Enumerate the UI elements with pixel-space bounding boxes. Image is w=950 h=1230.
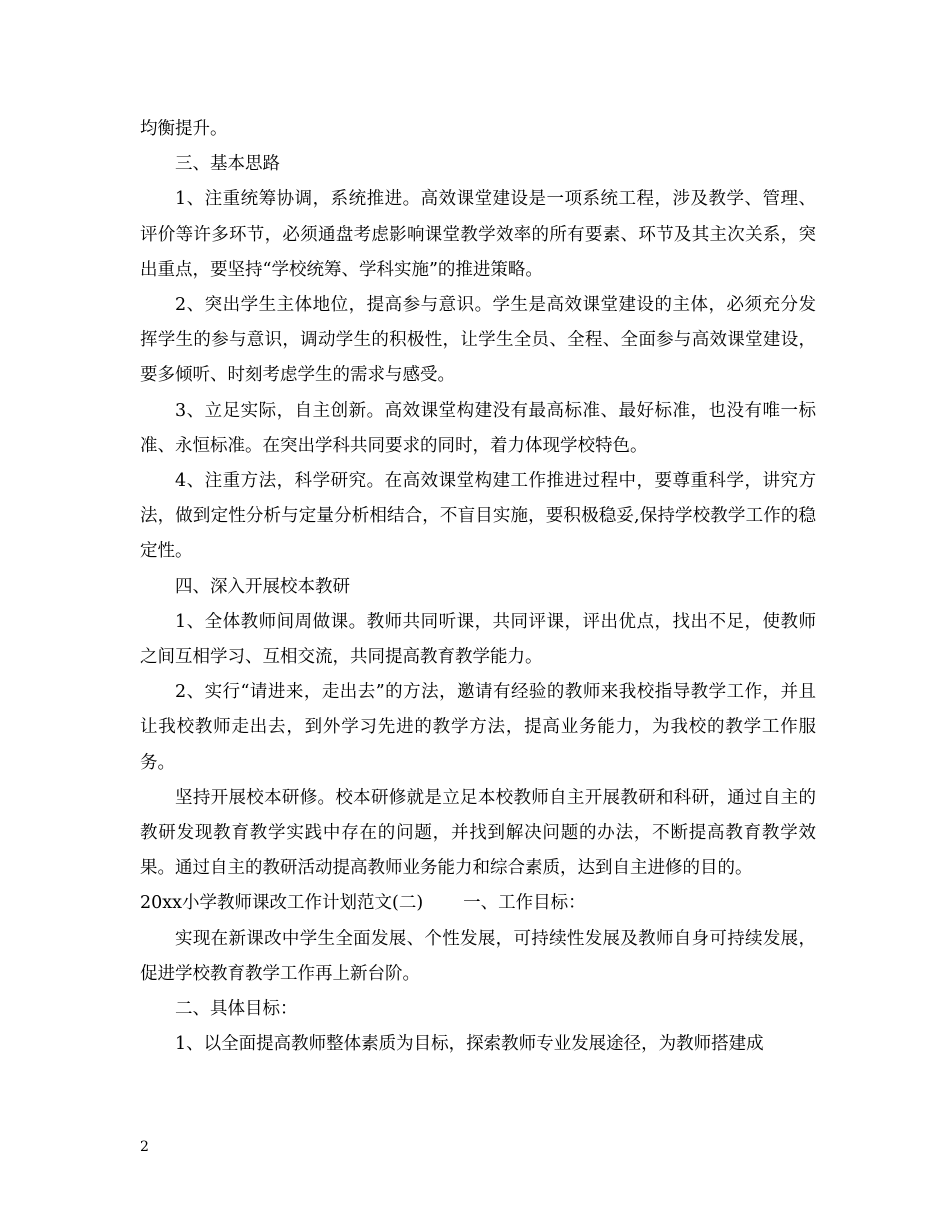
section-subtitle: 一、工作目标： (463, 893, 586, 914)
paragraph-specific-goal-1: 1、以全面提高教师整体素质为目标，探索教师专业发展途径，为教师搭建成 (175, 1034, 764, 1055)
document-body (140, 112, 816, 1062)
paragraph-idea-2: 2、突出学生主体地位，提高参与意识。学生是高效课堂建设的主体，必须充分发挥学生的参与意识，调动学生的积极性，让学生全员、全程、全面参与高效课堂建设，要多倾听、时刻考虑学生的需求与感受。 (140, 295, 816, 386)
heading-basic-ideas: 三、基本思路 (175, 154, 280, 175)
paragraph-idea-1: 1、注重统筹协调，系统推进。高效课堂建设是一项系统工程，涉及教学、管理、评价等许多环节，必须通盘考虑影响课堂教学效率的所有要素、环节及其主次关系，突出重点，要坚持“学校统筹、学科实施”的推进策略。 (140, 189, 816, 280)
paragraph-idea-4: 4、注重方法，科学研究。在高效课堂构建工作推进过程中，要尊重科学，讲究方法，做到定性分析与定量分析相结合，不盲目实施，要积极稳妥,保持学校教学工作的稳定性。 (140, 471, 816, 562)
page-number: 2 (140, 1139, 149, 1155)
paragraph-continuation: 均衡提升。 (140, 119, 228, 139)
paragraph-research-2: 2、实行“请进来，走出去”的方法，邀请有经验的教师来我校指导教学工作，并且让我校教师走出去，到外学习先进的教学方法，提高业务能力，为我校的教学工作服务。 (140, 682, 816, 773)
paragraph-idea-3: 3、立足实际，自主创新。高效课堂构建没有最高标准、最好标准，也没有唯一标准、永恒标准。在突出学科共同要求的同时，着力体现学校特色。 (140, 400, 816, 456)
paragraph-goal: 实现在新课改中学生全面发展、个性发展，可持续性发展及教师自身可持续发展，促进学校教育教学工作再上新台阶。 (140, 928, 816, 984)
heading-specific-goals: 二、具体目标： (175, 999, 298, 1020)
heading-school-research: 四、深入开展校本教研 (175, 576, 350, 597)
paragraph-research-1: 1、全体教师间周做课。教师共同听课，共同评课，评出优点，找出不足，使教师之间互相学习、互相交流，共同提高教育教学能力。 (140, 611, 816, 668)
paragraph-self-study: 坚持开展校本研修。校本研修就是立足本校教师自主开展教研和科研，通过自主的教研发现教育教学实践中存在的问题，并找到解决问题的办法，不断提高教育教学效果。通过自主的教研活动提高教师业务能力和综合素质，达到自主进修的目的。 (140, 787, 816, 879)
section-heading (140, 886, 816, 921)
section-title: 20xx小学教师课改工作计划范文(二) (140, 893, 424, 914)
